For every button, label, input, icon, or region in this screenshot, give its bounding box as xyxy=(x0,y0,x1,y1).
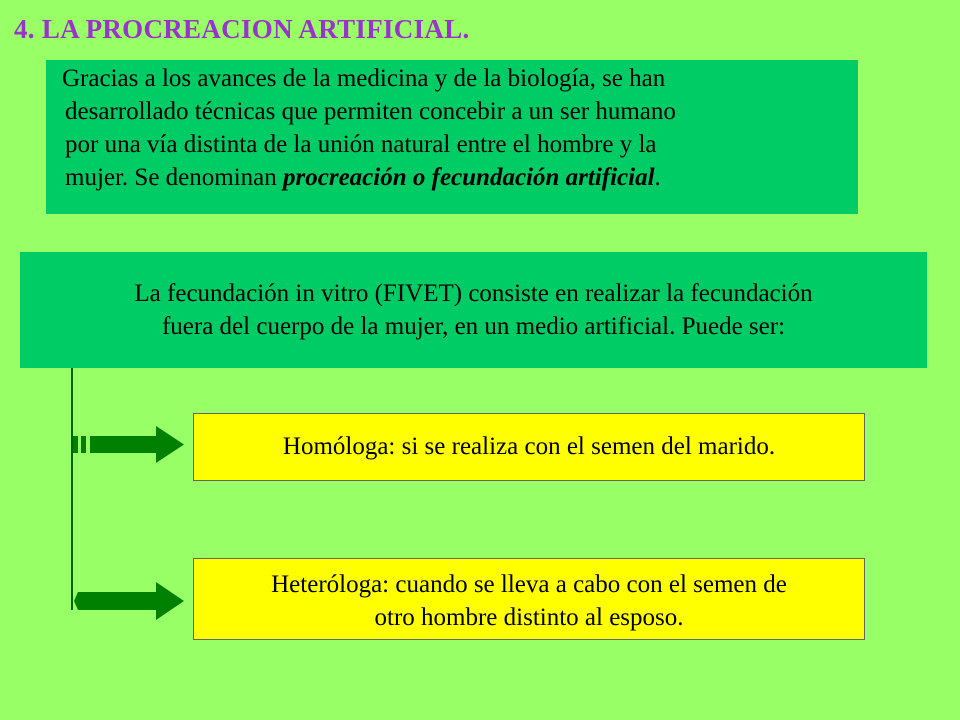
intro-line-3: por una vía distinta de la unión natural entre el hombre y la xyxy=(65,131,657,158)
arrow-homologa-icon xyxy=(73,426,184,463)
fivet-line-2: fuera del cuerpo de la mujer, en un medio artificial. Puede ser: xyxy=(161,313,786,340)
slide-title: 4. LA PROCREACION ARTIFICIAL. xyxy=(14,14,470,44)
intro-line-1: Gracias a los avances de la medicina y de la biología, se han xyxy=(62,65,666,92)
arrow-homologa-tick-2 xyxy=(81,436,86,453)
arrow-homologa-tick-1 xyxy=(73,436,78,453)
arrow-heterologa-shape xyxy=(74,582,184,620)
fivet-line-1: La fecundación in vitro (FIVET) consiste en realizar la fecundación xyxy=(134,280,813,307)
intro-line-4-prefix: mujer. Se denominan xyxy=(65,164,284,191)
heterologa-line-1: Heteróloga: cuando se lleva a cabo con el semen de xyxy=(271,571,787,598)
homologa-text: Homóloga: si se realiza con el semen del marido. xyxy=(282,433,776,460)
heterologa-line-2: otro hombre distinto al esposo. xyxy=(374,604,684,631)
heterologa-text xyxy=(193,568,865,634)
intro-line-4-suffix: . xyxy=(654,164,661,191)
arrow-heterologa-icon xyxy=(74,582,184,620)
arrow-homologa-shaft xyxy=(90,436,156,453)
arrow-homologa-head xyxy=(156,426,184,463)
intro-emphasis: procreación o fecundación artificial xyxy=(283,164,655,191)
intro-line-2: desarrollado técnicas que permiten concebir a un ser humano xyxy=(65,98,676,125)
